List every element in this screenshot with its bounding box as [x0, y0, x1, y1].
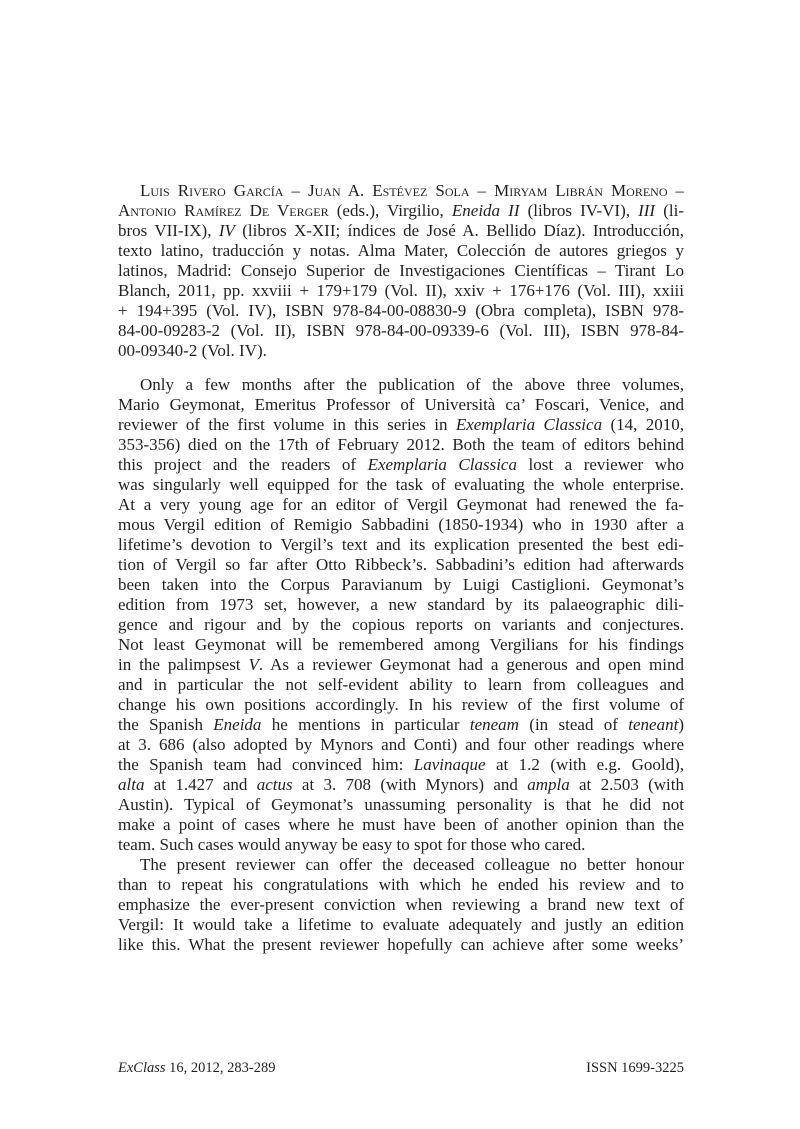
text-line	[118, 855, 684, 875]
text-line	[118, 675, 684, 695]
text-segment: been taken into the Corpus Paravianum by Luigi Castiglioni. Geymonat’s	[118, 575, 684, 594]
journal-abbrev: ExClass	[118, 1060, 166, 1076]
text-line	[118, 935, 684, 955]
body-paragraph-1	[118, 375, 684, 855]
text-line	[118, 595, 684, 615]
text-segment: Not least Geymonat will be remembered among Vergilians for his findings	[118, 635, 684, 654]
text-segment: tion of Vergil so far after Otto Ribbeck’s. Sabbadini’s edition had afterwards	[118, 555, 684, 574]
italic-text: IV	[218, 221, 235, 240]
text-line	[118, 495, 684, 515]
text-line	[118, 261, 684, 281]
author-name: Juan A. Estévez Sola	[308, 181, 470, 200]
text-line	[118, 735, 684, 755]
text-segment: + 194+395 (Vol. IV), ISBN 978-84-00-08830-9 (Obra completa), ISBN 978-	[118, 301, 684, 320]
text-line	[118, 395, 684, 415]
text-segment: latinos, Madrid: Consejo Superior de Investigaciones Científicas – Tirant Lo	[118, 261, 684, 280]
text-line	[118, 415, 684, 435]
italic-text: ampla	[527, 775, 570, 794]
text-segment: at 2.503 (with	[569, 775, 684, 794]
text-line	[118, 455, 684, 475]
text-segment: –	[469, 181, 495, 200]
text-segment: reviewer of the first volume in this series in	[118, 415, 456, 434]
text-line	[118, 535, 684, 555]
italic-text: III	[638, 201, 656, 220]
italic-text: teneant	[628, 715, 679, 734]
text-segment: team. Such cases would anyway be easy to spot for those who cared.	[118, 835, 586, 854]
italic-text: Eneida	[213, 715, 262, 734]
text-line	[118, 515, 684, 535]
text-segment: . As a reviewer Geymonat had a generous and open mind	[258, 655, 684, 674]
text-segment: Blanch, 2011, pp. xxviii + 179+179 (Vol. II), xxiv + 176+176 (Vol. III), xxiii	[118, 281, 684, 300]
footer-issn: ISSN 1699-3225	[586, 1060, 684, 1076]
text-segment: and in particular the not self-evident ability to learn from colleagues and	[118, 675, 684, 694]
italic-text: Eneida II	[451, 201, 520, 220]
text-line	[118, 301, 684, 321]
author-name: Antonio Ramírez De Verger	[118, 201, 329, 220]
text-line	[118, 575, 684, 595]
italic-text: alta	[118, 775, 145, 794]
text-line	[118, 281, 684, 301]
text-line	[118, 895, 684, 915]
italic-text: Exemplaria Classica	[367, 455, 517, 474]
text-segment: emphasize the ever-present conviction when reviewing a brand new text of	[118, 895, 684, 914]
italic-text: teneam	[469, 715, 519, 734]
text-segment: (libros IV-VI),	[519, 201, 639, 220]
text-segment: gence and rigour and by the copious reports on variants and conjectures.	[118, 615, 684, 634]
text-segment: edition from 1973 set, however, a new standard by its palaeographic dili-	[118, 595, 684, 614]
author-name: Luis Rivero García	[140, 181, 284, 200]
bibliographic-header	[118, 181, 684, 361]
body-paragraph-2	[118, 855, 684, 955]
text-segment: Vergil: It would take a lifetime to evaluate adequately and justly an edition	[118, 915, 684, 934]
text-line	[118, 555, 684, 575]
text-segment: this project and the readers of	[118, 455, 368, 474]
text-segment: like this. What the present reviewer hopefully can achieve after some weeks’	[118, 935, 684, 954]
text-segment: –	[283, 181, 309, 200]
italic-text: V	[248, 655, 259, 674]
footer-citation	[118, 1059, 276, 1077]
text-line	[118, 655, 684, 675]
text-line	[118, 615, 684, 635]
text-segment: in the palimpsest	[118, 655, 249, 674]
text-line	[118, 695, 684, 715]
text-segment: (in stead of	[518, 715, 629, 734]
text-line	[118, 181, 684, 201]
text-segment: the Spanish	[118, 715, 214, 734]
text-segment: Only a few months after the publication of the above three volumes,	[140, 375, 684, 394]
text-segment: The present reviewer can offer the deceased colleague no better honour	[140, 855, 684, 874]
text-segment: at 1.2 (with e.g. Goold),	[485, 755, 684, 774]
text-column	[118, 181, 684, 955]
italic-text: Lavinaque	[413, 755, 486, 774]
text-segment: lost a reviewer who	[516, 455, 684, 474]
text-segment: at 3. 686 (also adopted by Mynors and Conti) and four other readings where	[118, 735, 684, 754]
text-line	[118, 475, 684, 495]
text-segment: Austin). Typical of Geymonat’s unassuming personality is that he did not	[118, 795, 684, 814]
text-line	[118, 715, 684, 735]
text-segment: )	[678, 715, 684, 734]
text-segment: (li-	[655, 201, 684, 220]
text-segment: mous Vergil edition of Remigio Sabbadini (1850-1934) who in 1930 after a	[118, 515, 684, 534]
text-line	[118, 435, 684, 455]
text-line	[118, 221, 684, 241]
text-segment: he mentions in particular	[261, 715, 470, 734]
text-segment: At a very young age for an editor of Vergil Geymonat had renewed the fa-	[118, 495, 684, 514]
text-segment: than to repeat his congratulations with which he ended his review and to	[118, 875, 684, 894]
text-segment: at 1.427 and	[144, 775, 257, 794]
text-line	[118, 341, 684, 361]
text-line	[118, 201, 684, 221]
text-segment: texto latino, traducción y notas. Alma Mater, Colección de autores griegos y	[118, 241, 684, 260]
text-line	[118, 775, 684, 795]
text-segment: make a point of cases where he must have been of another opinion than the	[118, 815, 684, 834]
italic-text: Exemplaria Classica	[455, 415, 603, 434]
text-line	[118, 321, 684, 341]
page-footer	[118, 1059, 684, 1077]
text-line	[118, 635, 684, 655]
text-segment: (eds.), Virgilio,	[328, 201, 452, 220]
text-segment: at 3. 708 (with Mynors) and	[292, 775, 528, 794]
text-segment: (14, 2010,	[602, 415, 684, 434]
text-segment: 84-00-09283-2 (Vol. II), ISBN 978-84-00-09339-6 (Vol. III), ISBN 978-84-	[118, 321, 684, 340]
text-segment: the Spanish team had convinced him:	[118, 755, 414, 774]
citation-numbers: 16, 2012, 283-289	[165, 1060, 276, 1076]
text-line	[118, 915, 684, 935]
text-line	[118, 375, 684, 395]
text-line	[118, 241, 684, 261]
text-line	[118, 755, 684, 775]
text-segment: bros VII-IX),	[118, 221, 219, 240]
italic-text: actus	[256, 775, 293, 794]
text-segment: lifetime’s devotion to Vergil’s text and its explication presented the best edi-	[118, 535, 684, 554]
text-segment: 353-356) died on the 17th of February 2012. Both the team of editors behind	[118, 435, 684, 454]
text-segment: –	[667, 181, 685, 200]
text-line	[118, 875, 684, 895]
text-line	[118, 815, 684, 835]
text-segment: 00-09340-2 (Vol. IV).	[118, 341, 267, 360]
text-line	[118, 835, 684, 855]
text-segment: change his own positions accordingly. In his review of the first volume of	[118, 695, 684, 714]
text-segment: was singularly well equipped for the task of evaluating the whole enterprise.	[118, 475, 684, 494]
text-segment: Mario Geymonat, Emeritus Professor of Università ca’ Foscari, Venice, and	[118, 395, 684, 414]
text-segment: (libros X-XII; índices de José A. Bellido Díaz). Introducción,	[234, 221, 684, 240]
author-name: Miryam Librán Moreno	[494, 181, 668, 200]
text-line	[118, 795, 684, 815]
